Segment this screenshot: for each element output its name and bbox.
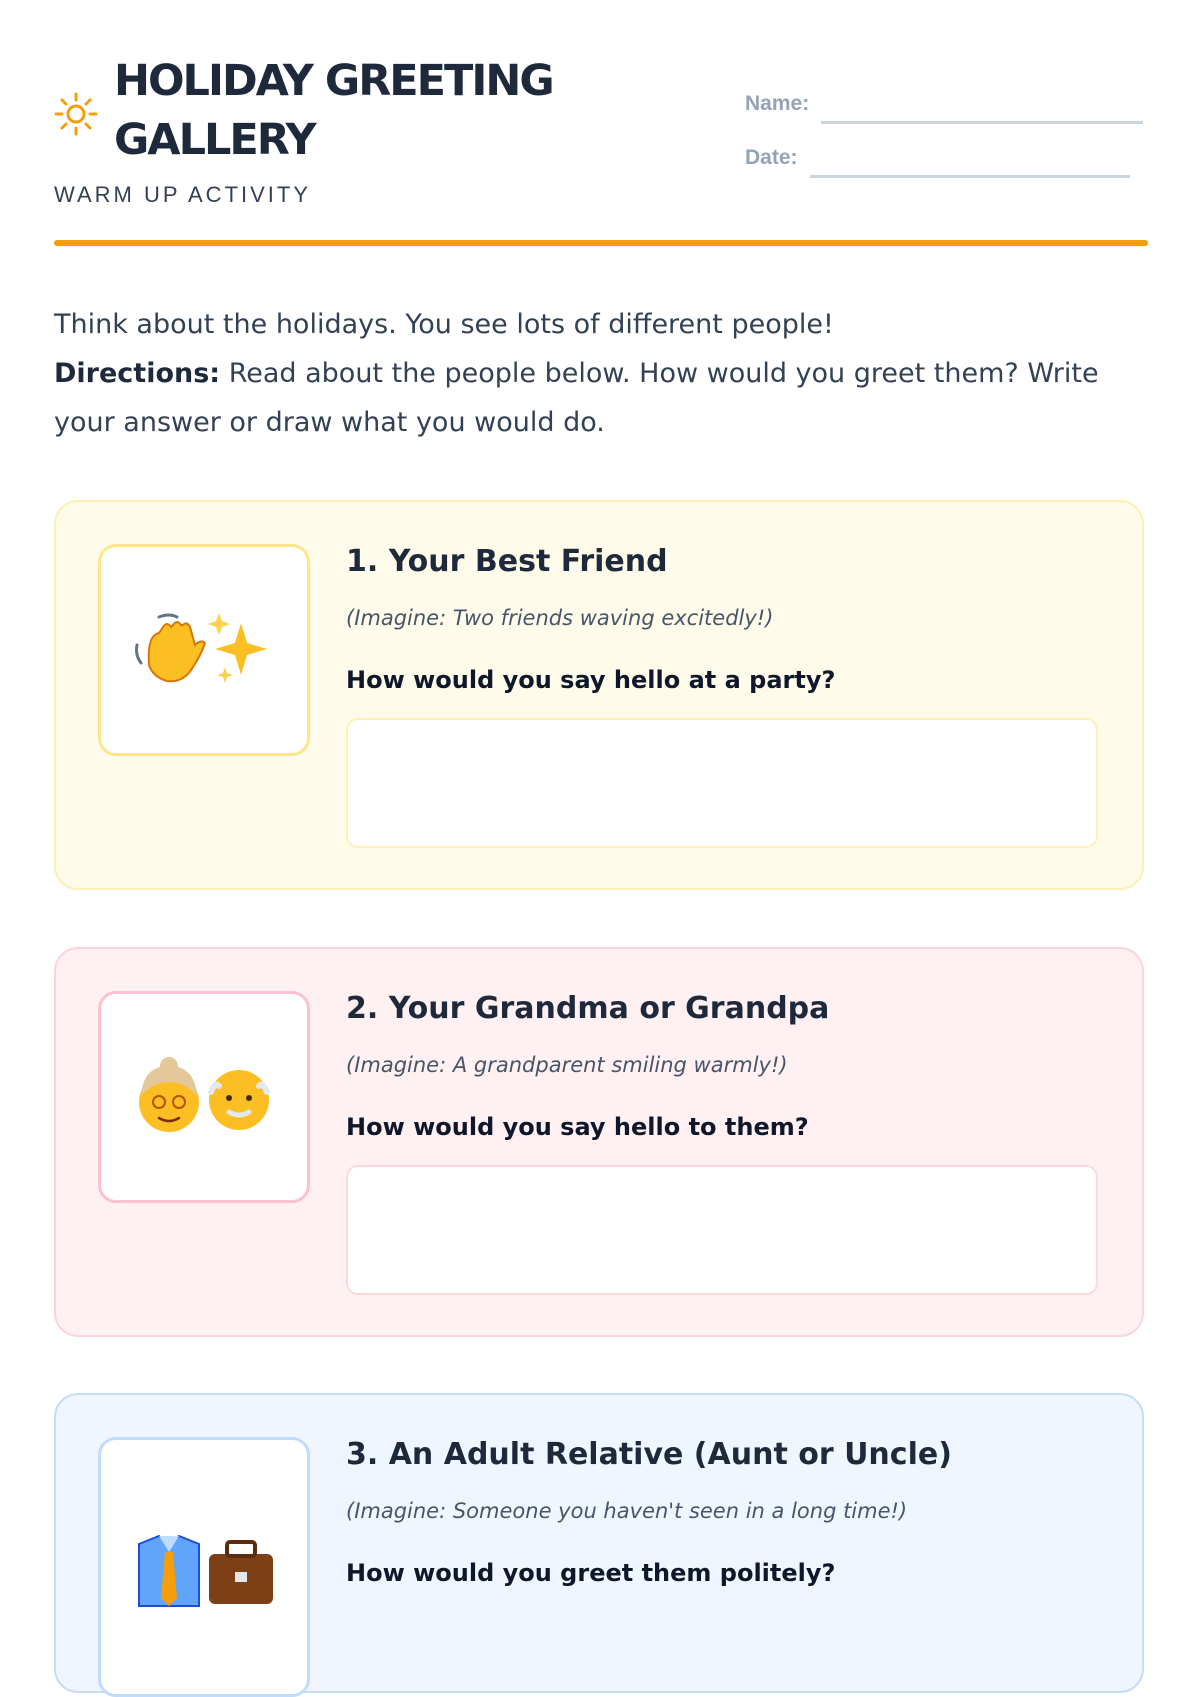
title-line-1: HOLIDAY GREETING [114,56,553,106]
answer-box[interactable] [346,1165,1098,1295]
card-question: How would you greet them politely? [346,1559,836,1587]
greeting-card-grandparent [54,947,1144,1337]
directions-text: Read about the people below. How would you greet them? Write your answer or draw what you would do. [54,358,1099,438]
greeting-card-adult-relative [54,1393,1144,1693]
card-question: How would you say hello to them? [346,1113,809,1141]
shirt-tie-icon [139,1536,199,1606]
page-subtitle: WARM UP ACTIVITY [54,182,312,207]
card-title: 3. An Adult Relative (Aunt or Uncle) [346,1437,952,1472]
date-field[interactable] [745,146,1130,170]
picture-frame [98,544,310,756]
date-line[interactable] [810,175,1130,178]
worksheet-page [54,0,1148,1587]
sun-icon [54,92,98,136]
adult-relative-icon [129,1522,279,1612]
directions [54,349,1148,447]
card-title: 1. Your Best Friend [346,544,668,579]
answer-box[interactable] [346,718,1098,848]
directions-label: Directions: [54,358,221,389]
briefcase-icon [209,1542,273,1604]
name-line[interactable] [821,121,1143,124]
imagine-hint: (Imagine: Two friends waving excitedly!) [346,606,774,630]
picture-frame [98,1437,310,1697]
waving-hand-icon [137,615,206,681]
sparkles-icon [208,613,267,683]
date-label: Date: [745,146,798,169]
card-title: 2. Your Grandma or Grandpa [346,991,830,1026]
grandparents-icon [129,1052,279,1142]
picture-frame [98,991,310,1203]
imagine-hint: (Imagine: A grandparent smiling warmly!) [346,1053,788,1077]
intro-line: Think about the holidays. You see lots of different people! [54,309,834,340]
title-line-2: GALLERY [114,115,315,165]
page-title [114,52,674,170]
intro-text [54,300,1148,447]
header-divider [54,240,1148,246]
grandpa-icon [209,1070,269,1130]
greeting-card-best-friend [54,500,1144,890]
header [54,0,1148,250]
name-label: Name: [745,92,810,115]
waving-hand-icon [129,605,279,695]
name-field[interactable] [745,92,1143,116]
imagine-hint: (Imagine: Someone you haven't seen in a long time!) [346,1499,908,1523]
grandma-icon [139,1057,199,1132]
card-question: How would you say hello at a party? [346,666,836,694]
